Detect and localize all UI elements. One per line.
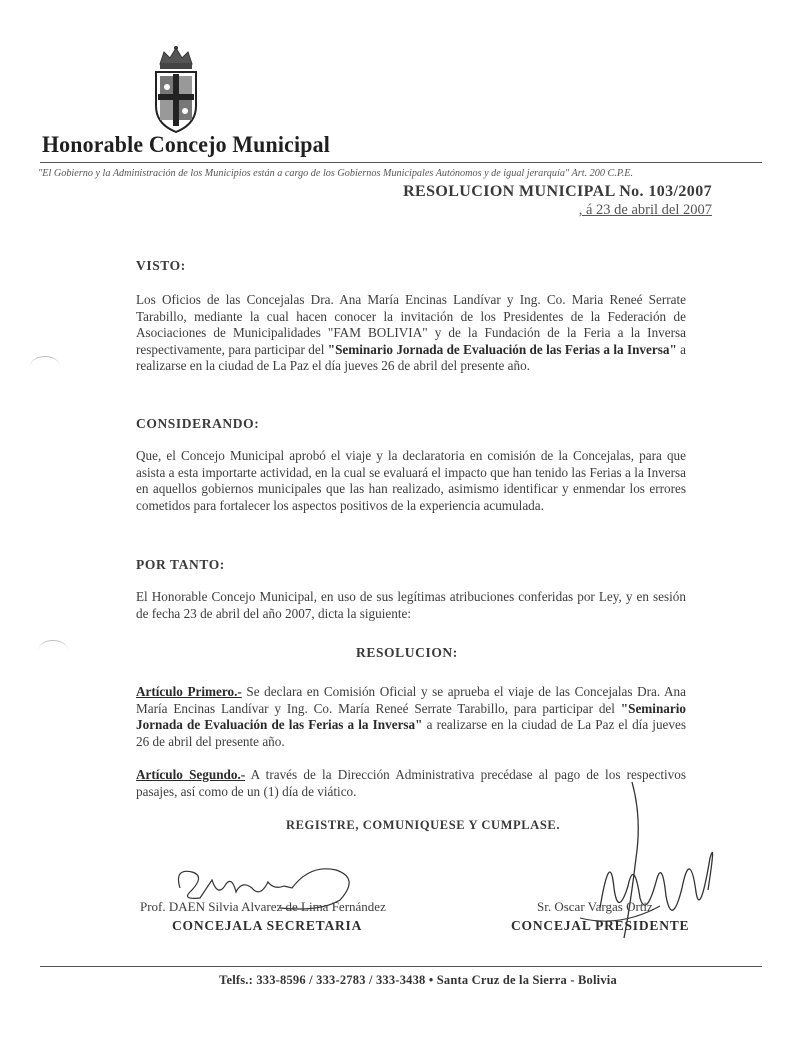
closing-formula: REGISTRE, COMUNIQUESE Y CUMPLASE.	[285, 818, 561, 832]
organization-title: Honorable Concejo Municipal	[42, 132, 330, 157]
visto-seminar-title: "Seminario Jornada de Evaluación de las Ferias a la Inversa"	[327, 341, 677, 357]
right-signatory-role: CONCEJAL PRESIDENTE	[511, 918, 690, 933]
header-divider	[40, 162, 762, 163]
article-two-label: Artículo Segundo.-	[136, 767, 246, 782]
article-two-text: A través de la Dirección Administrativa precédase al pago de los respectivos pasajes, así como de un (1) día de viático.	[136, 767, 686, 799]
visto-heading: VISTO:	[136, 258, 186, 273]
punch-hole-mark	[38, 640, 68, 661]
article-one-paragraph	[136, 684, 686, 750]
portanto-heading: POR TANTO:	[136, 557, 225, 572]
punch-hole-mark	[30, 356, 60, 377]
left-signatory-name: Prof. DAEN Silvia Alvarez de Lima Fernández	[140, 899, 386, 914]
resolution-date: , á 23 de abril del 2007	[578, 202, 712, 218]
article-one-text-1: Se declara en Comisión Oficial y se aprueba el viaje de las Concejalas Dra. Ana María Encinas Landívar y Ing. Co. María Reneé Serrate Tarabillo, para participar del	[136, 684, 686, 716]
coat-of-arms-emblem	[150, 44, 202, 136]
considerando-heading: CONSIDERANDO:	[136, 416, 260, 431]
visto-paragraph	[136, 292, 686, 375]
left-signatory-role: CONCEJALA SECRETARIA	[172, 918, 363, 933]
right-signatory-name: Sr. Oscar Vargas Ortiz	[537, 899, 653, 914]
footer-divider	[40, 966, 762, 967]
resolucion-heading: RESOLUCION:	[356, 645, 458, 660]
footer-contact-line: Telfs.: 333-8596 / 333-2783 / 333-3438 • Santa Cruz de la Sierra - Bolivia	[219, 973, 617, 987]
visto-text-1: Los Oficios de las Concejalas Dra. Ana María Encinas Landívar y Ing. Co. Maria Reneé Serrate Tarabillo, mediante la cual hacen conocer la invitación de los Presidentes de la Federación de Asociaciones de Municipalidades "FAM BOLIVIA" y de la Fundación de la Feria a la Inversa respectivamente, para participar del	[136, 292, 686, 357]
considerando-paragraph: Que, el Concejo Municipal aprobó el viaje y la declaratoria en comisión de la Concejalas, para que asista a esta importarte actividad, en la cual se evaluará el impacto que han tenido las Ferias a la Inversa en aquellos gobiernos municipales que las han realizado, asimismo identificar y enmendar los errores cometidos para fortalecer los aspectos positivos de la experiencia acumulada.	[136, 448, 686, 513]
article-one-label: Artículo Primero.-	[136, 684, 242, 699]
portanto-paragraph: El Honorable Concejo Municipal, en uso de sus legítimas atribuciones conferidas por Ley, y en sesión de fecha 23 de abril del año 2007, dicta la siguiente:	[136, 589, 686, 621]
constitution-motto: "El Gobierno y la Administración de los Municipios están a cargo de los Gobiernos Municipales Autónomos y de igual jerarquía" Art. 200 C.P.E.	[38, 168, 634, 179]
article-one-text-2: a realizarse en la ciudad de La Paz el día jueves 26 de abril del presente año.	[136, 717, 686, 749]
article-one-seminar-title: "Seminario Jornada de Evaluación de las Ferias a la Inversa"	[136, 700, 686, 733]
resolution-number: RESOLUCION MUNICIPAL No. 103/2007	[403, 183, 712, 200]
visto-text-2: a realizarse en la ciudad de La Paz el día jueves 26 de abril del presente año.	[136, 341, 687, 374]
